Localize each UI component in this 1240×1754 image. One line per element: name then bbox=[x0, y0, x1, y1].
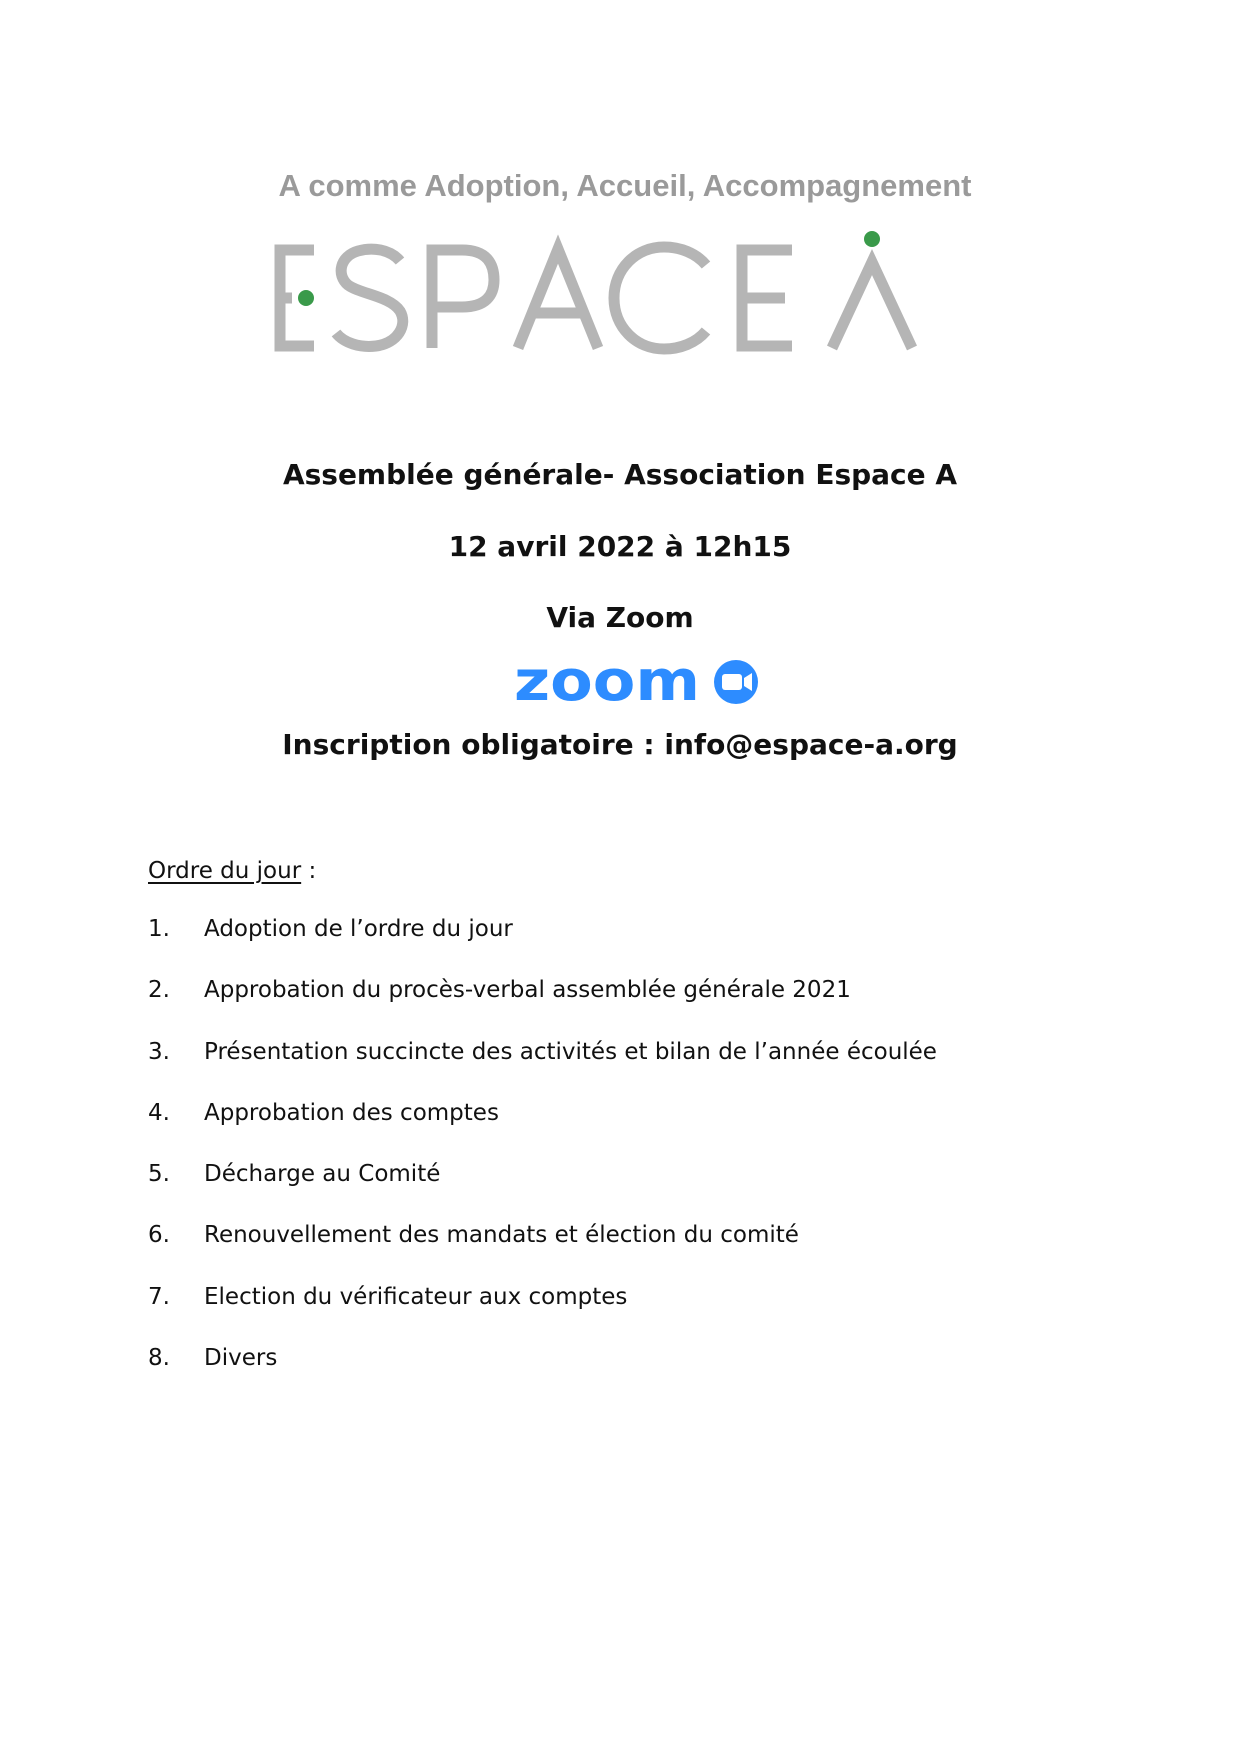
logo-wordmark bbox=[240, 225, 1010, 375]
agenda-item-number: 2. bbox=[148, 977, 170, 1004]
logo-letter-e2 bbox=[742, 250, 792, 346]
agenda-item-text: Décharge au Comité bbox=[204, 1161, 441, 1188]
agenda-item bbox=[148, 977, 1108, 1038]
agenda-item-text: Election du vérificateur aux comptes bbox=[204, 1283, 628, 1310]
agenda-item-number: 1. bbox=[148, 916, 170, 942]
zoom-logo bbox=[514, 656, 760, 708]
agenda-list bbox=[148, 916, 1108, 1406]
zoom-logo-text: zoom bbox=[514, 656, 700, 708]
agenda-item bbox=[148, 1161, 1108, 1222]
logo-letter-a2 bbox=[832, 262, 912, 348]
agenda-item-text: Divers bbox=[204, 1345, 278, 1372]
agenda-item-text: Renouvellement des mandats et élection du comité bbox=[204, 1222, 799, 1249]
agenda-item-text: Approbation du procès-verbal assemblée générale 2021 bbox=[204, 977, 851, 1004]
logo-letter-c bbox=[614, 247, 706, 349]
logo-green-dot-top bbox=[864, 231, 880, 247]
agenda-item-number: 6. bbox=[148, 1222, 170, 1249]
agenda-heading-label: Ordre du jour bbox=[148, 858, 302, 884]
agenda-heading-colon: : bbox=[301, 858, 317, 884]
agenda-item bbox=[148, 916, 1108, 977]
logo-letter-s bbox=[336, 249, 403, 346]
registration-notice: Inscription obligatoire : info@espace-a.org bbox=[282, 728, 958, 761]
agenda-heading bbox=[148, 858, 316, 884]
agenda-item-text: Adoption de l’ordre du jour bbox=[204, 916, 513, 942]
meeting-via: Via Zoom bbox=[546, 601, 694, 634]
agenda-item bbox=[148, 1222, 1108, 1283]
agenda-item-number: 5. bbox=[148, 1161, 170, 1188]
agenda-item-number: 3. bbox=[148, 1038, 170, 1065]
meeting-date: 12 avril 2022 à 12h15 bbox=[448, 530, 792, 563]
meeting-title: Assemblée générale- Association Espace A bbox=[282, 458, 958, 491]
logo-letter-a1 bbox=[518, 249, 598, 348]
agenda-item bbox=[148, 1284, 1108, 1345]
agenda-item bbox=[148, 1345, 1108, 1406]
agenda-item-number: 8. bbox=[148, 1345, 170, 1372]
agenda-item-number: 7. bbox=[148, 1283, 170, 1310]
logo-tagline: A comme Adoption, Accueil, Accompagnement bbox=[278, 168, 972, 203]
agenda-item-number: 4. bbox=[148, 1099, 170, 1126]
espace-a-logo bbox=[240, 150, 1010, 380]
logo-letter-p bbox=[432, 250, 494, 348]
agenda-item bbox=[148, 1100, 1108, 1161]
logo-green-dot-left bbox=[298, 290, 314, 306]
agenda-item bbox=[148, 1039, 1108, 1100]
agenda-item-text: Présentation succincte des activités et bilan de l’année écoulée bbox=[204, 1038, 937, 1065]
agenda-item-text: Approbation des comptes bbox=[204, 1099, 499, 1126]
